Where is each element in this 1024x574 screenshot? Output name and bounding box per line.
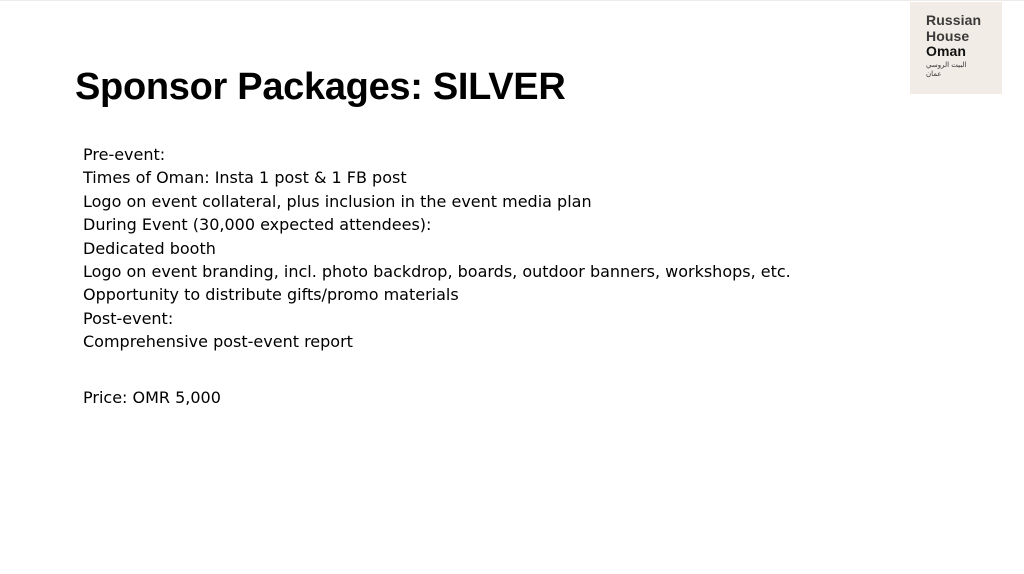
detail-line-during-event: During Event (30,000 expected attendees):	[83, 215, 432, 235]
package-details	[83, 143, 903, 354]
logo-text-oman: Oman	[926, 43, 967, 59]
logo-text-house: House	[926, 27, 970, 44]
detail-line-dedicated-booth: Dedicated booth	[83, 238, 216, 258]
detail-line-gifts-promo: Opportunity to distribute gifts/promo materials	[83, 285, 459, 305]
detail-line-logo-collateral: Logo on event collateral, plus inclusion in the event media plan	[83, 191, 592, 211]
detail-line-report: Comprehensive post-event report	[83, 332, 353, 352]
slide-title: Sponsor Packages: SILVER	[75, 66, 566, 108]
detail-line-pre-event: Pre-event:	[83, 145, 166, 164]
detail-line-logo-branding: Logo on event branding, incl. photo backdrop, boards, outdoor banners, workshops, etc.	[83, 262, 791, 282]
logo-text-arabic: البيت الروسي عمان	[926, 60, 967, 78]
detail-line-post-event: Post-event:	[83, 308, 174, 328]
top-divider	[0, 0, 1024, 1]
logo-text-russian: Russian	[926, 12, 982, 28]
package-price: Price: OMR 5,000	[83, 388, 221, 407]
russian-house-oman-logo	[910, 2, 1002, 94]
detail-line-times-of-oman: Times of Oman: Insta 1 post & 1 FB post	[83, 168, 407, 188]
